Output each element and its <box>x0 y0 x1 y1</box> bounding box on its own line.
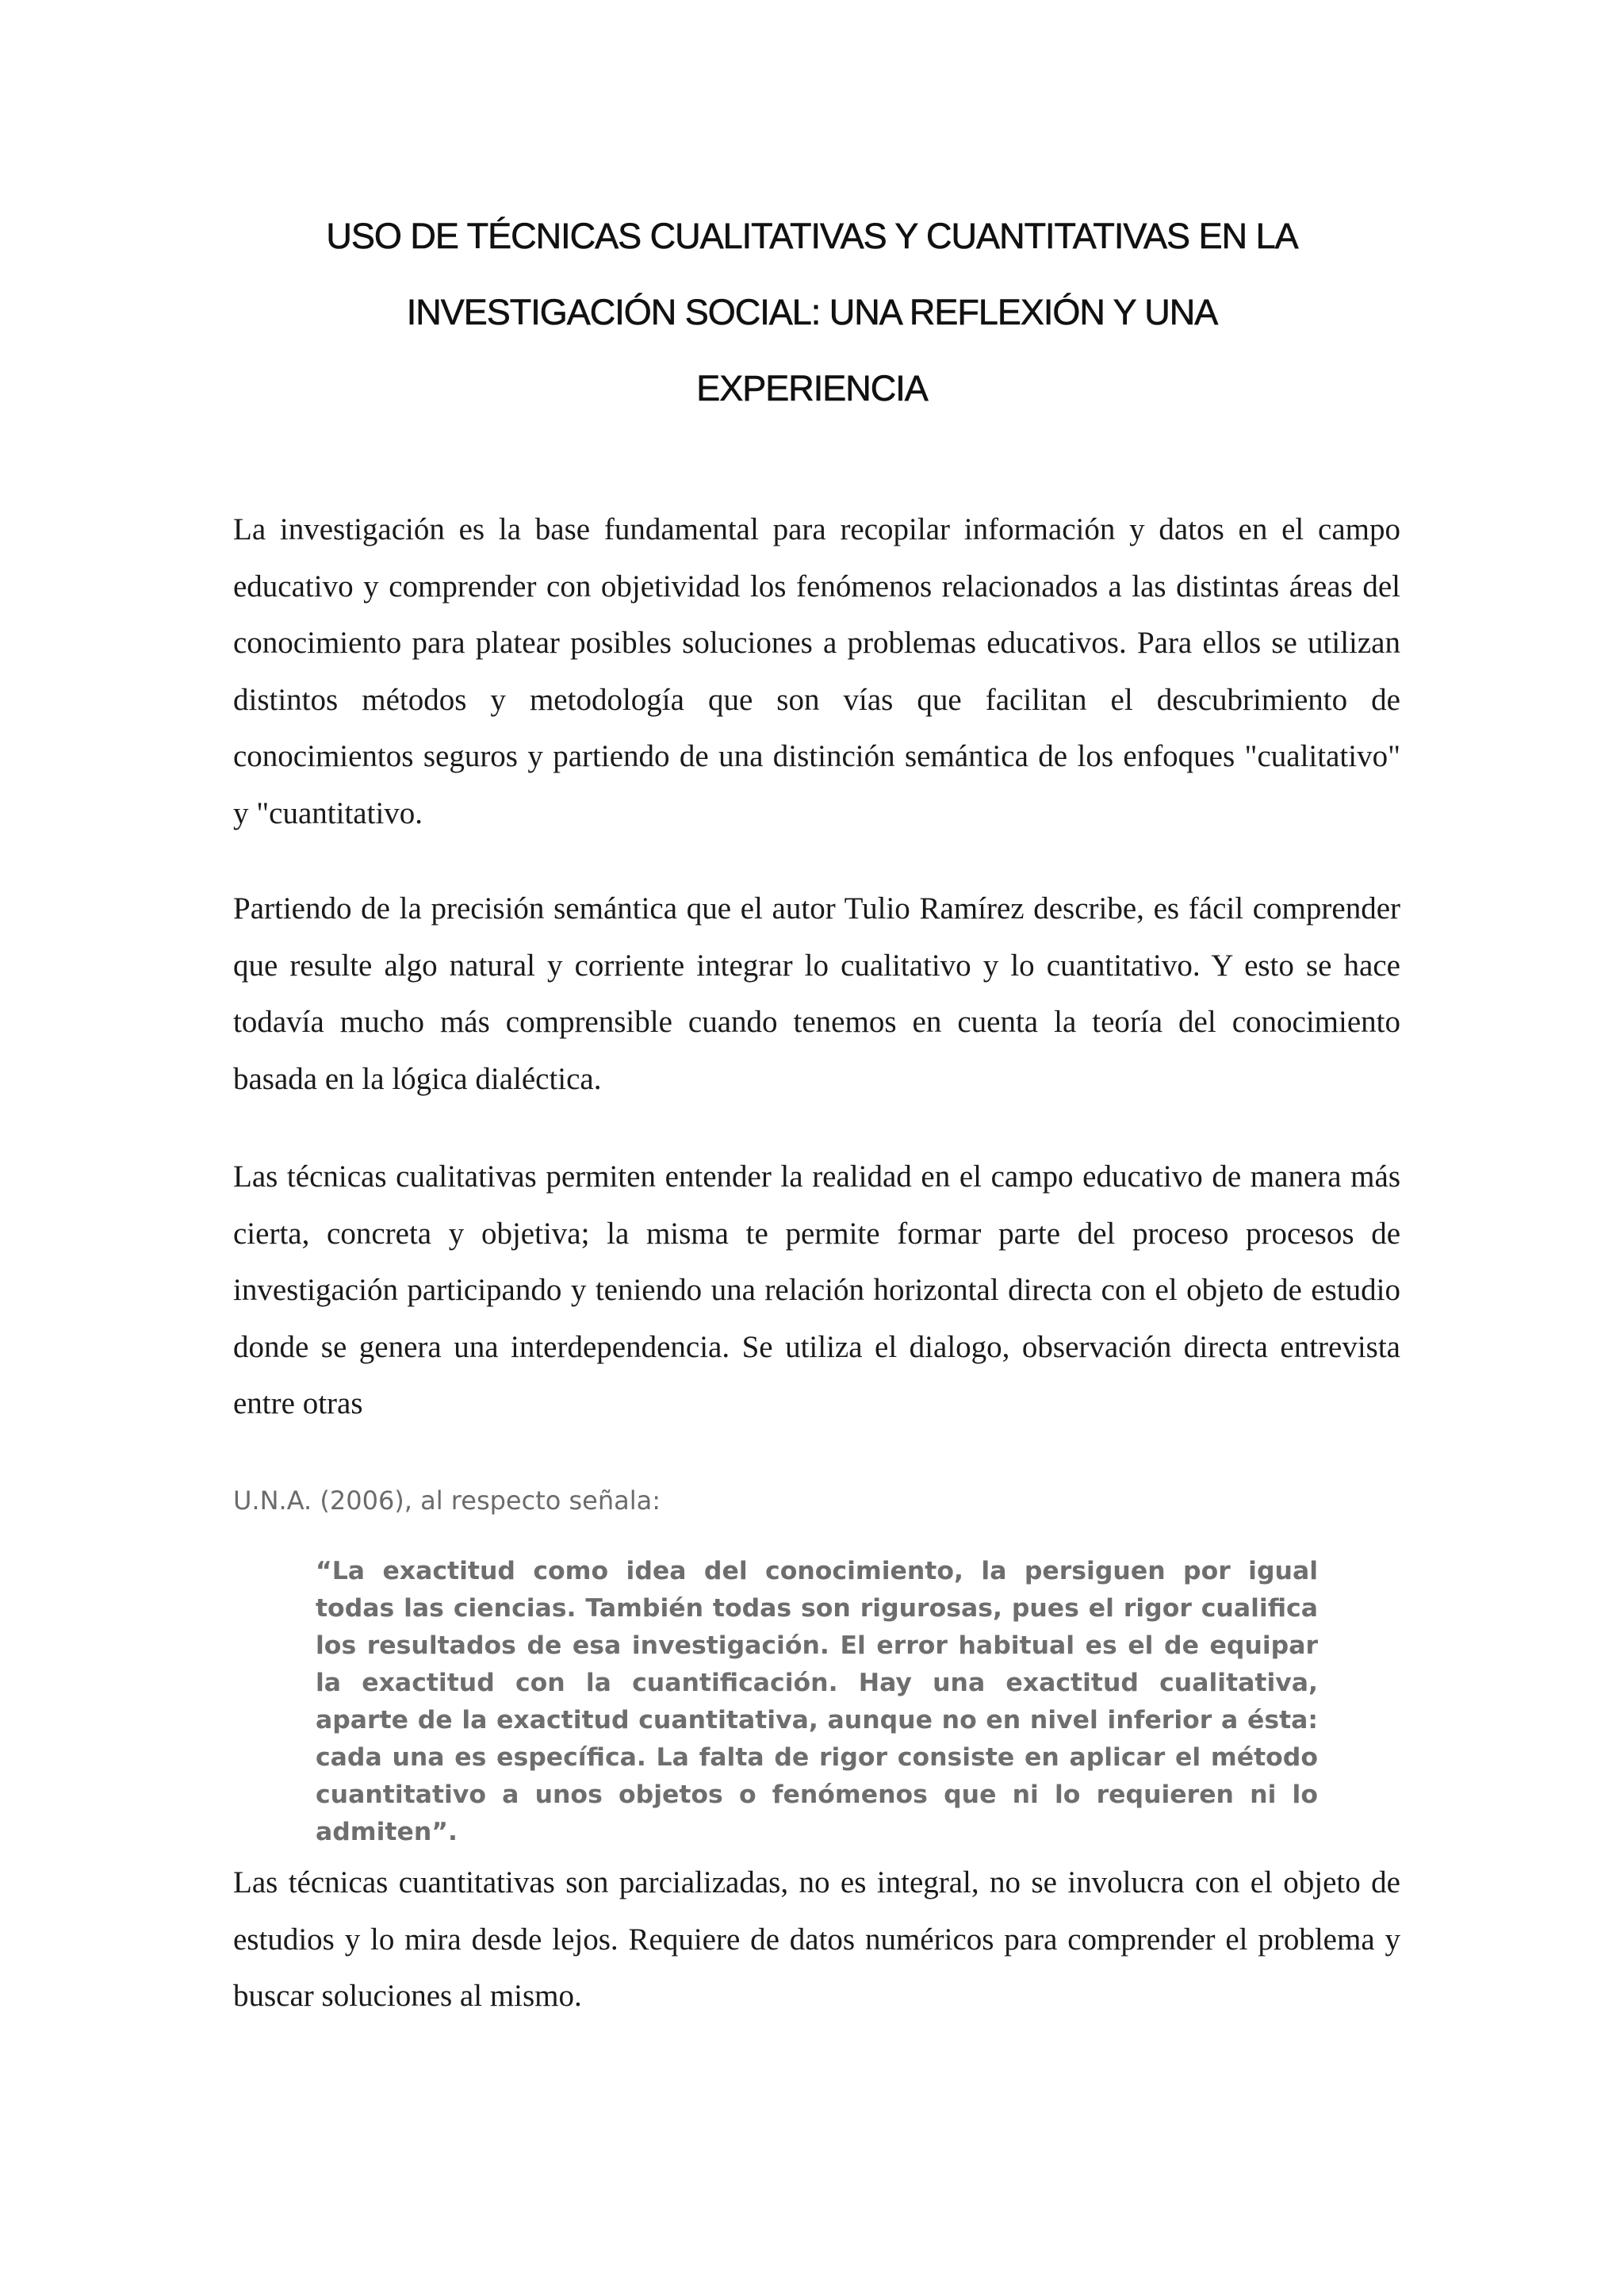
title-line-2: INVESTIGACIÓN SOCIAL: UNA REFLEXIÓN Y UNA <box>406 292 1218 332</box>
paragraph-semantic-precision: Partiendo de la precisión semántica que el autor Tulio Ramírez describe, es fácil comprender que resulte algo natural y corriente integrar lo cualitativo y lo cuantitativo. Y esto se hace todavía mucho más comprensible cuando tenemos en cuenta la teoría del conocimiento basada en la lógica dialéctica. <box>233 891 1400 1096</box>
paragraph-quantitative-techniques: Las técnicas cuantitativas son parcializadas, no es integral, no se involucra con el objeto de estudios y lo mira desde lejos. Requiere de datos numéricos para comprender el problema y buscar soluciones al mismo. <box>233 1865 1400 2013</box>
document-title <box>230 198 1394 427</box>
title-line-1: USO DE TÉCNICAS CUALITATIVAS Y CUANTITATIVAS EN LA <box>326 216 1298 256</box>
block-quote: “La exactitud como idea del conocimiento, la persiguen por igual todas las ciencias. También todas son rigurosas, pues el rigor cualifica los resultados de esa investigación. El error habitual es el de equipar la exactitud con la cuantificación. Hay una exactitud cualitativa, aparte de la exactitud cuantitativa, aunque no en nivel inferior a ésta: cada una es específica. La falta de rigor consiste en aplicar el método cuantitativo a unos objetos o fenómenos que ni lo requieren ni lo admiten”. <box>316 1557 1318 1846</box>
paragraph-qualitative-techniques: Las técnicas cualitativas permiten entender la realidad en el campo educativo de manera más cierta, concreta y objetiva; la misma te permite formar parte del proceso procesos de investigación participando y teniendo una relación horizontal directa con el objeto de estudio donde se genera una interdependencia. Se utiliza el dialogo, observación directa entrevista entre otras <box>233 1159 1400 1420</box>
citation-intro: U.N.A. (2006), al respecto señala: <box>233 1485 661 1516</box>
paragraph-introduction: La investigación es la base fundamental para recopilar información y datos en el campo educativo y comprender con objetividad los fenómenos relacionados a las distintas áreas del conocimiento para platear posibles soluciones a problemas educativos. Para ellos se utilizan distintos métodos y metodología que son vías que facilitan el descubrimiento de conocimientos seguros y partiendo de una distinción semántica de los enfoques "cualitativo" y "cuantitativo. <box>233 512 1400 830</box>
title-line-3: EXPERIENCIA <box>696 368 928 408</box>
